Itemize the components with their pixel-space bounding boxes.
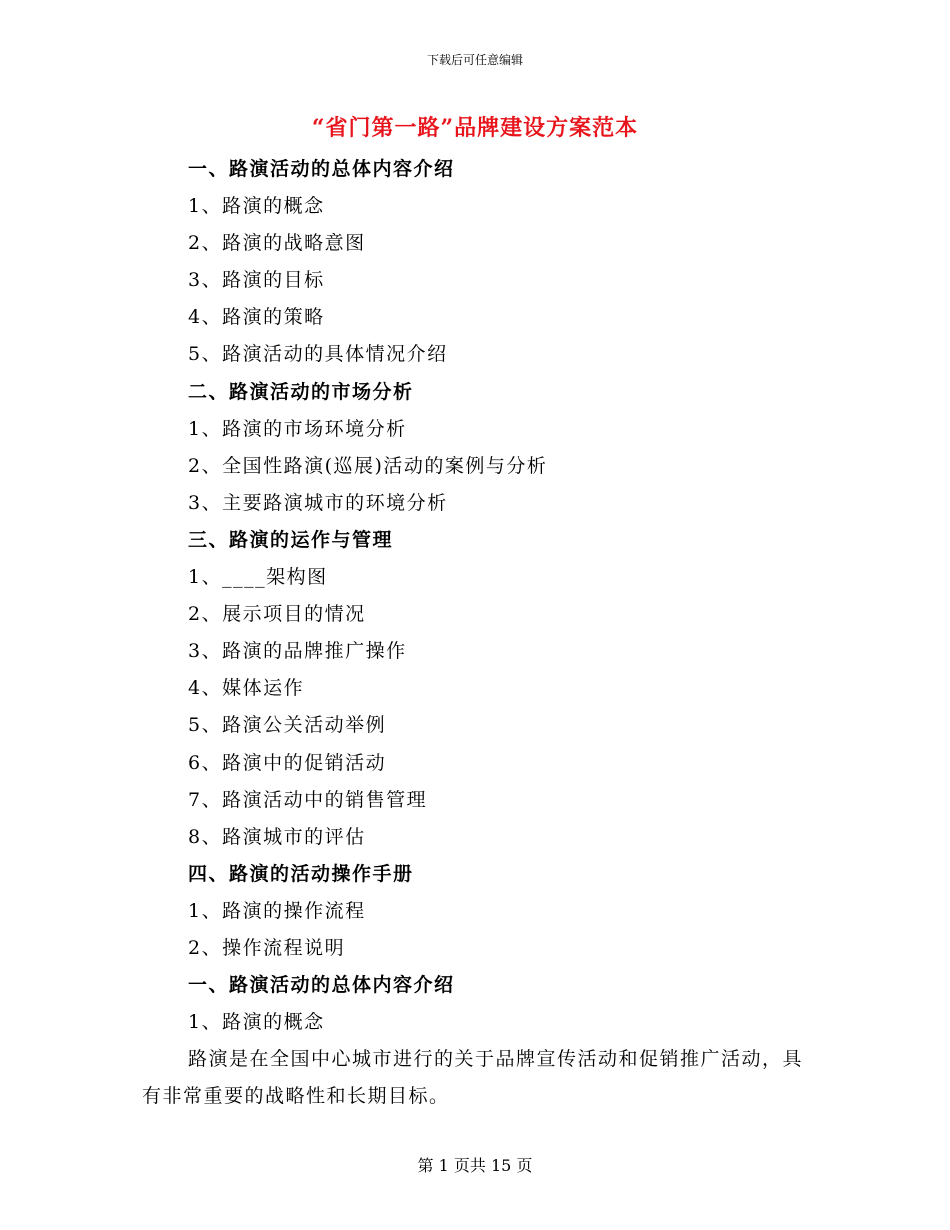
outline-item: 2、全国性路演(巡展)活动的案例与分析 <box>188 454 548 477</box>
outline-item: 2、路演的战略意图 <box>188 232 366 255</box>
body-paragraph: 路演是在全国中心城市进行的关于品牌宣传活动和促销推广活动，具有非常重要的战略性和长期目标。 <box>142 1048 804 1107</box>
outline-item: 7、路演活动中的销售管理 <box>188 788 428 811</box>
outline-item: 8、路演城市的评估 <box>188 825 366 848</box>
outline-item: 6、路演中的促销活动 <box>188 751 387 774</box>
outline-item: 5、路演公关活动举例 <box>188 714 387 737</box>
outline-item: 3、路演的品牌推广操作 <box>188 640 407 663</box>
section-heading: 四、路演的活动操作手册 <box>188 862 414 885</box>
section-heading: 三、路演的运作与管理 <box>188 528 394 551</box>
page-number: 第 1 页共 15 页 <box>417 1156 533 1175</box>
outline-item: 4、媒体运作 <box>188 677 305 700</box>
outline-item: 1、路演的概念 <box>188 195 325 218</box>
outline-item: 4、路演的策略 <box>188 306 325 329</box>
section-heading: 一、路演活动的总体内容介绍 <box>188 974 455 997</box>
outline-item: 3、路演的目标 <box>188 269 325 292</box>
outline-item: 2、操作流程说明 <box>188 936 346 959</box>
outline-item: 1、____架构图 <box>188 566 328 589</box>
document-title: “省门第一路”品牌建设方案范本 <box>311 115 639 141</box>
outline-item: 1、路演的概念 <box>188 1011 325 1034</box>
table-of-contents <box>188 151 547 1041</box>
outline-item: 1、路演的操作流程 <box>188 899 366 922</box>
outline-item: 2、展示项目的情况 <box>188 603 366 626</box>
outline-item: 5、路演活动的具体情况介绍 <box>188 343 448 366</box>
header-note: 下载后可任意编辑 <box>426 53 523 67</box>
outline-item: 1、路演的市场环境分析 <box>188 417 407 440</box>
outline-item: 3、主要路演城市的环境分析 <box>188 491 448 514</box>
section-heading: 二、路演活动的市场分析 <box>188 380 414 403</box>
section-heading: 一、路演活动的总体内容介绍 <box>188 158 455 180</box>
